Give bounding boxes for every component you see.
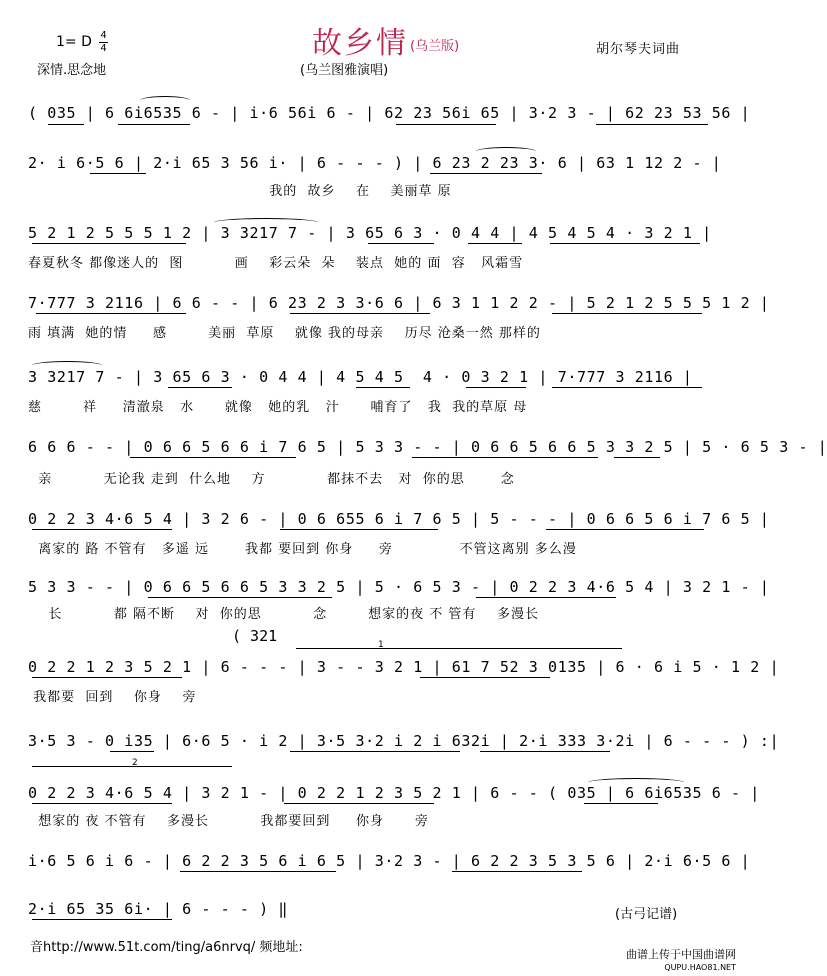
lyrics-line-2: 我的 故乡 在 美丽草 原 (28, 184, 452, 199)
key-signature: 1= D (56, 34, 92, 50)
score-system-12: i·6 5 6 i 6 - | 6 2 2 3 5 6 i 6 5 | 3·2 3 - | 6 2 2 3 5 3 5 6 | 2·i 6·5 6 | (28, 852, 751, 870)
beam-line (290, 313, 430, 314)
beam-line (596, 124, 708, 125)
lyrics-line-9: 我都要 回到 你身 旁 (28, 690, 197, 705)
lyrics-line-7: 离家的 路 不管有 多遥 远 我都 要回到 你身 旁 不管这离别 多么漫 (28, 542, 577, 557)
watermark-url: QUPU.HAO81.NET (664, 963, 736, 972)
beam-line (550, 243, 700, 244)
song-title: 故乡情 (312, 26, 408, 61)
watermark-text: 曲谱上传于中国曲谱网 (626, 948, 736, 961)
transcriber-credit: (古弓记谱) (615, 907, 678, 922)
beam-line (552, 313, 702, 314)
score-system-9: 0 2 2 1 2 3 5 2 1 | 6 - - - | 3 - - 3 2 1 | 61 7 52 3 0135 | 6 · 6 i 5 · 1 2 | (28, 658, 780, 676)
lyrics-line-11: 想家的 夜 不管有 多漫长 我都要回到 你身 旁 (28, 814, 429, 829)
score-system-1: ( 035 | 6 6i6535 6 - | i·6 56i 6 - | 62 23 56i 65 | 3·2 3 - | 62 23 53 56 | (28, 104, 751, 122)
beam-line (148, 597, 332, 598)
beam-line (430, 173, 542, 174)
score-system-6: 6 6 6 - - | 0 6 6 5 6 6 i 7 6 5 | 5 3 3 - - | 0 6 6 5 6 6 5 3 3 2 5 | 5 · 6 5 3 - | (28, 438, 827, 456)
lyrics-line-5: 慈 祥 清澈泉 水 就像 她的乳 汁 哺育了 我 我的草原 母 (28, 400, 528, 415)
lyrics-line-8: 长 都 隔不断 对 你的思 念 想家的夜 不 管有 多漫长 (28, 607, 539, 622)
beam-line (118, 124, 190, 125)
beam-line (32, 803, 172, 804)
beam-line (32, 529, 172, 530)
expression-mark: 深情.思念地 (37, 63, 107, 78)
beam-line (168, 387, 232, 388)
version-note: (乌兰版) (410, 39, 460, 54)
beam-line (290, 751, 460, 752)
beam-line (130, 457, 296, 458)
meter-bottom: 4 (100, 43, 107, 54)
lyrics-line-3: 春夏秋冬 都像迷人的 图 画 彩云朵 朵 装点 她的 面 容 风霜雪 (28, 256, 524, 271)
beam-line (280, 529, 438, 530)
beam-line (396, 124, 496, 125)
beam-line (356, 387, 410, 388)
beam-line (32, 919, 172, 920)
beam-line (614, 457, 660, 458)
beam-line (32, 677, 182, 678)
beam-line (584, 803, 658, 804)
beam-line (48, 124, 84, 125)
score-system-4: 7·777 3 2116 | 6 6 - - | 6 23 2 3 3·6 6 | 6 3 1 1 2 2 - | 5 2 1 2 5 5 5 1 2 | (28, 294, 770, 312)
beam-line (476, 597, 616, 598)
first-ending-label: 1 (378, 640, 384, 650)
beam-line (180, 871, 336, 872)
audio-address: 音http://www.51t.com/ting/a6nrvq/ 频地址: (30, 940, 303, 955)
site-watermark (598, 948, 736, 974)
beam-line (412, 457, 598, 458)
beam-line (284, 803, 434, 804)
beam-line (546, 529, 704, 530)
score-system-13: 2·i 65 35 6i· | 6 - - - ) ‖ (28, 900, 289, 918)
beam-line (468, 243, 522, 244)
score-system-8: 5 3 3 - - | 0 6 6 5 6 6 5 3 3 2 5 | 5 · 6 5 3 - | 0 2 2 3 4·6 5 4 | 3 2 1 - | (28, 578, 770, 596)
beam-line (90, 173, 146, 174)
lyrics-line-4: 雨 填满 她的情 感 美丽 草原 就像 我的母亲 历尽 沧桑一然 那样的 (28, 326, 541, 341)
second-ending-label: 2 (132, 758, 138, 768)
lyrics-line-6: 亲 无论我 走到 什么地 方 都抹不去 对 你的思 念 (28, 472, 515, 487)
repeat-marker: ( 321 (232, 627, 278, 645)
beam-line (466, 387, 526, 388)
beam-line (36, 313, 186, 314)
first-ending-bracket (296, 648, 622, 649)
meter-top: 4 (100, 30, 107, 41)
beam-line (480, 751, 610, 752)
beam-line (420, 677, 550, 678)
score-system-3: 5 2 1 2 5 5 5 1 2 | 3 3217 7 - | 3 65 6 3 · 0 4 4 | 4 5 4 5 4 · 3 2 1 | (28, 224, 712, 242)
score-system-2: 2· i 6·5 6 | 2·i 65 3 56 i· | 6 - - - ) | 6 23 2 23 3· 6 | 63 1 12 2 - | (28, 154, 722, 172)
score-system-11: 0 2 2 3 4·6 5 4 | 3 2 1 - | 0 2 2 1 2 3 5 2 1 | 6 - - ( 035 | 6 6i6535 6 - | (28, 784, 760, 802)
beam-line (110, 751, 154, 752)
beam-line (452, 871, 582, 872)
score-system-7: 0 2 2 3 4·6 5 4 | 3 2 6 - | 0 6 655 6 i 7 6 5 | 5 - - - | 0 6 6 5 6 i 7 6 5 | (28, 510, 770, 528)
beam-line (32, 243, 186, 244)
beam-line (368, 243, 434, 244)
performer-credit: (乌兰图雅演唱) (300, 63, 389, 78)
score-system-10: 3·5 3 - 0 i35 | 6·6 5 · i 2 | 3·5 3·2 i 2 i 632i | 2·i 333 3·2i | 6 - - - ) :| (28, 732, 780, 750)
composer-credit: 胡尔琴夫词曲 (596, 42, 681, 57)
beam-line (552, 387, 702, 388)
score-system-5: 3 3217 7 - | 3 65 6 3 · 0 4 4 | 4 5 4 5 4 · 0 3 2 1 | 7·777 3 2116 | (28, 368, 693, 386)
time-signature (99, 31, 108, 54)
